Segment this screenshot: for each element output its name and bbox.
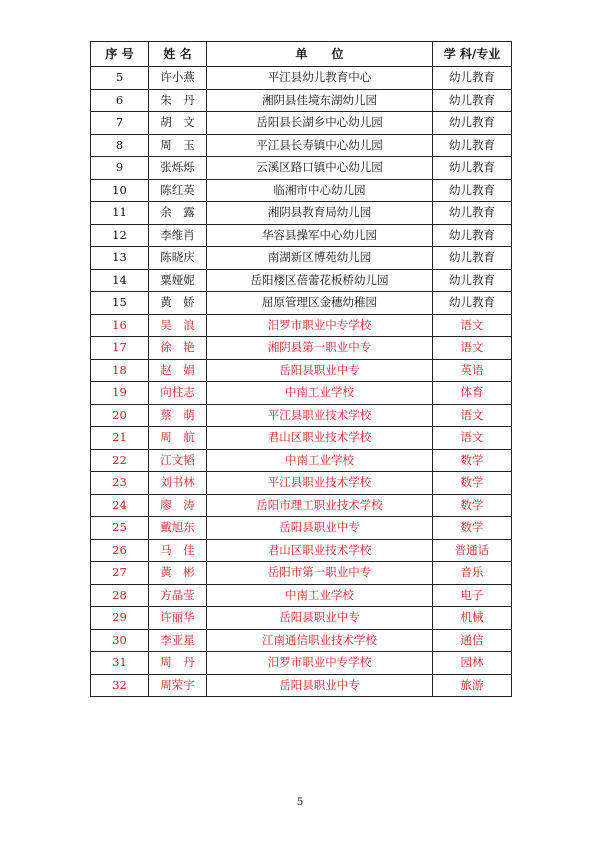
row-unit: 中南工业学校 [207, 382, 433, 405]
row-name: 周 玉 [149, 134, 207, 157]
table-row [91, 314, 512, 337]
table-row [91, 157, 512, 180]
table-row [91, 112, 512, 135]
row-subject: 数学 [433, 449, 512, 472]
row-unit: 君山区职业技术学校 [207, 427, 433, 450]
table-row [91, 472, 512, 495]
row-unit: 湘阴县教育局幼儿园 [207, 202, 433, 225]
row-name: 刘书林 [149, 472, 207, 495]
row-number: 31 [91, 652, 149, 675]
row-unit: 岳阳县职业中专 [207, 607, 433, 630]
table-header [91, 42, 512, 67]
row-name: 朱 丹 [149, 89, 207, 112]
row-name: 江文韬 [149, 449, 207, 472]
row-number: 29 [91, 607, 149, 630]
row-name: 粟娅妮 [149, 269, 207, 292]
table-row [91, 652, 512, 675]
row-number: 22 [91, 449, 149, 472]
table-row [91, 404, 512, 427]
row-subject: 英语 [433, 359, 512, 382]
row-unit: 湘阴县第一职业中专 [207, 337, 433, 360]
row-number: 18 [91, 359, 149, 382]
row-unit: 岳阳县职业中专 [207, 517, 433, 540]
table-row [91, 607, 512, 630]
row-number: 8 [91, 134, 149, 157]
row-unit: 华容县操军中心幼儿园 [207, 224, 433, 247]
row-subject: 幼儿教育 [433, 292, 512, 315]
row-name: 陈红英 [149, 179, 207, 202]
table-row [91, 629, 512, 652]
row-subject: 语文 [433, 337, 512, 360]
header-row [91, 42, 512, 67]
row-unit: 岳阳市第一职业中专 [207, 562, 433, 585]
row-unit: 南湖新区博苑幼儿园 [207, 247, 433, 270]
row-number: 13 [91, 247, 149, 270]
row-name: 许小燕 [149, 67, 207, 90]
row-unit: 湘阴县佳境东湖幼儿园 [207, 89, 433, 112]
table-row [91, 382, 512, 405]
row-unit: 屈原管理区金穗幼稚园 [207, 292, 433, 315]
row-number: 12 [91, 224, 149, 247]
row-name: 胡 文 [149, 112, 207, 135]
row-unit: 岳阳县长湖乡中心幼儿园 [207, 112, 433, 135]
row-subject: 幼儿教育 [433, 89, 512, 112]
table-row [91, 202, 512, 225]
row-subject: 语文 [433, 314, 512, 337]
row-number: 14 [91, 269, 149, 292]
row-number: 32 [91, 674, 149, 697]
row-subject: 语文 [433, 427, 512, 450]
row-unit: 岳阳县职业中专 [207, 359, 433, 382]
row-unit: 平江县幼儿教育中心 [207, 67, 433, 90]
row-number: 16 [91, 314, 149, 337]
row-number: 15 [91, 292, 149, 315]
row-subject: 机械 [433, 607, 512, 630]
header-subject: 学 科/专业 [433, 42, 512, 67]
table-row [91, 517, 512, 540]
row-unit: 汨罗市职业中专学校 [207, 652, 433, 675]
row-name: 李亚星 [149, 629, 207, 652]
row-subject: 幼儿教育 [433, 247, 512, 270]
row-number: 5 [91, 67, 149, 90]
row-subject: 通信 [433, 629, 512, 652]
table-row [91, 562, 512, 585]
table-row [91, 179, 512, 202]
row-subject: 旅游 [433, 674, 512, 697]
row-unit: 岳阳县职业中专 [207, 674, 433, 697]
row-name: 马 佳 [149, 539, 207, 562]
table-row [91, 247, 512, 270]
table-body [91, 67, 512, 697]
row-unit: 君山区职业技术学校 [207, 539, 433, 562]
table-row [91, 539, 512, 562]
row-name: 戴旭东 [149, 517, 207, 540]
row-subject: 幼儿教育 [433, 224, 512, 247]
row-name: 周荣宇 [149, 674, 207, 697]
row-name: 吴 浪 [149, 314, 207, 337]
row-unit: 岳阳楼区蓓蕾花板桥幼儿园 [207, 269, 433, 292]
table-row [91, 584, 512, 607]
row-subject: 幼儿教育 [433, 67, 512, 90]
row-number: 10 [91, 179, 149, 202]
row-subject: 幼儿教育 [433, 157, 512, 180]
row-subject: 幼儿教育 [433, 202, 512, 225]
row-unit: 临湘市中心幼儿园 [207, 179, 433, 202]
row-unit: 平江县长寿镇中心幼儿园 [207, 134, 433, 157]
row-number: 23 [91, 472, 149, 495]
table-row [91, 494, 512, 517]
row-subject: 数学 [433, 517, 512, 540]
row-subject: 音乐 [433, 562, 512, 585]
row-number: 11 [91, 202, 149, 225]
table-row [91, 427, 512, 450]
row-number: 21 [91, 427, 149, 450]
row-unit: 汨罗市职业中专学校 [207, 314, 433, 337]
table-row [91, 337, 512, 360]
header-number: 序 号 [91, 42, 149, 67]
row-unit: 平江县职业技术学校 [207, 472, 433, 495]
row-name: 廖 涛 [149, 494, 207, 517]
row-subject: 普通话 [433, 539, 512, 562]
row-subject: 语文 [433, 404, 512, 427]
row-name: 赵 娟 [149, 359, 207, 382]
row-name: 余 露 [149, 202, 207, 225]
row-number: 17 [91, 337, 149, 360]
row-number: 6 [91, 89, 149, 112]
table-row [91, 292, 512, 315]
row-number: 28 [91, 584, 149, 607]
row-name: 黄 彬 [149, 562, 207, 585]
row-name: 许丽华 [149, 607, 207, 630]
table-row [91, 134, 512, 157]
row-number: 27 [91, 562, 149, 585]
row-name: 陈晓庆 [149, 247, 207, 270]
row-subject: 幼儿教育 [433, 112, 512, 135]
row-subject: 体育 [433, 382, 512, 405]
row-subject: 幼儿教育 [433, 179, 512, 202]
header-name: 姓 名 [149, 42, 207, 67]
row-number: 9 [91, 157, 149, 180]
row-subject: 幼儿教育 [433, 269, 512, 292]
row-number: 24 [91, 494, 149, 517]
row-name: 张烁烁 [149, 157, 207, 180]
row-name: 蔡 萌 [149, 404, 207, 427]
table-row [91, 674, 512, 697]
row-unit: 云溪区路口镇中心幼儿园 [207, 157, 433, 180]
header-unit: 单 位 [207, 42, 433, 67]
row-unit: 中南工业学校 [207, 584, 433, 607]
table-row [91, 67, 512, 90]
row-subject: 数学 [433, 494, 512, 517]
row-subject: 园林 [433, 652, 512, 675]
row-unit: 岳阳市理工职业技术学校 [207, 494, 433, 517]
table-row [91, 449, 512, 472]
table-row [91, 269, 512, 292]
row-name: 周 丹 [149, 652, 207, 675]
row-name: 李维肖 [149, 224, 207, 247]
row-number: 30 [91, 629, 149, 652]
table-row [91, 89, 512, 112]
row-subject: 数学 [433, 472, 512, 495]
row-number: 25 [91, 517, 149, 540]
row-unit: 平江县职业技术学校 [207, 404, 433, 427]
row-number: 20 [91, 404, 149, 427]
row-number: 19 [91, 382, 149, 405]
row-name: 周 航 [149, 427, 207, 450]
table-row [91, 359, 512, 382]
row-subject: 幼儿教育 [433, 134, 512, 157]
row-name: 徐 艳 [149, 337, 207, 360]
page-number: 5 [296, 797, 304, 808]
row-unit: 中南工业学校 [207, 449, 433, 472]
row-name: 方晶莹 [149, 584, 207, 607]
roster-table [90, 41, 512, 697]
table-row [91, 224, 512, 247]
row-unit: 江南通信职业技术学校 [207, 629, 433, 652]
row-subject: 电子 [433, 584, 512, 607]
row-name: 黄 娇 [149, 292, 207, 315]
row-name: 向柱志 [149, 382, 207, 405]
row-number: 7 [91, 112, 149, 135]
row-number: 26 [91, 539, 149, 562]
